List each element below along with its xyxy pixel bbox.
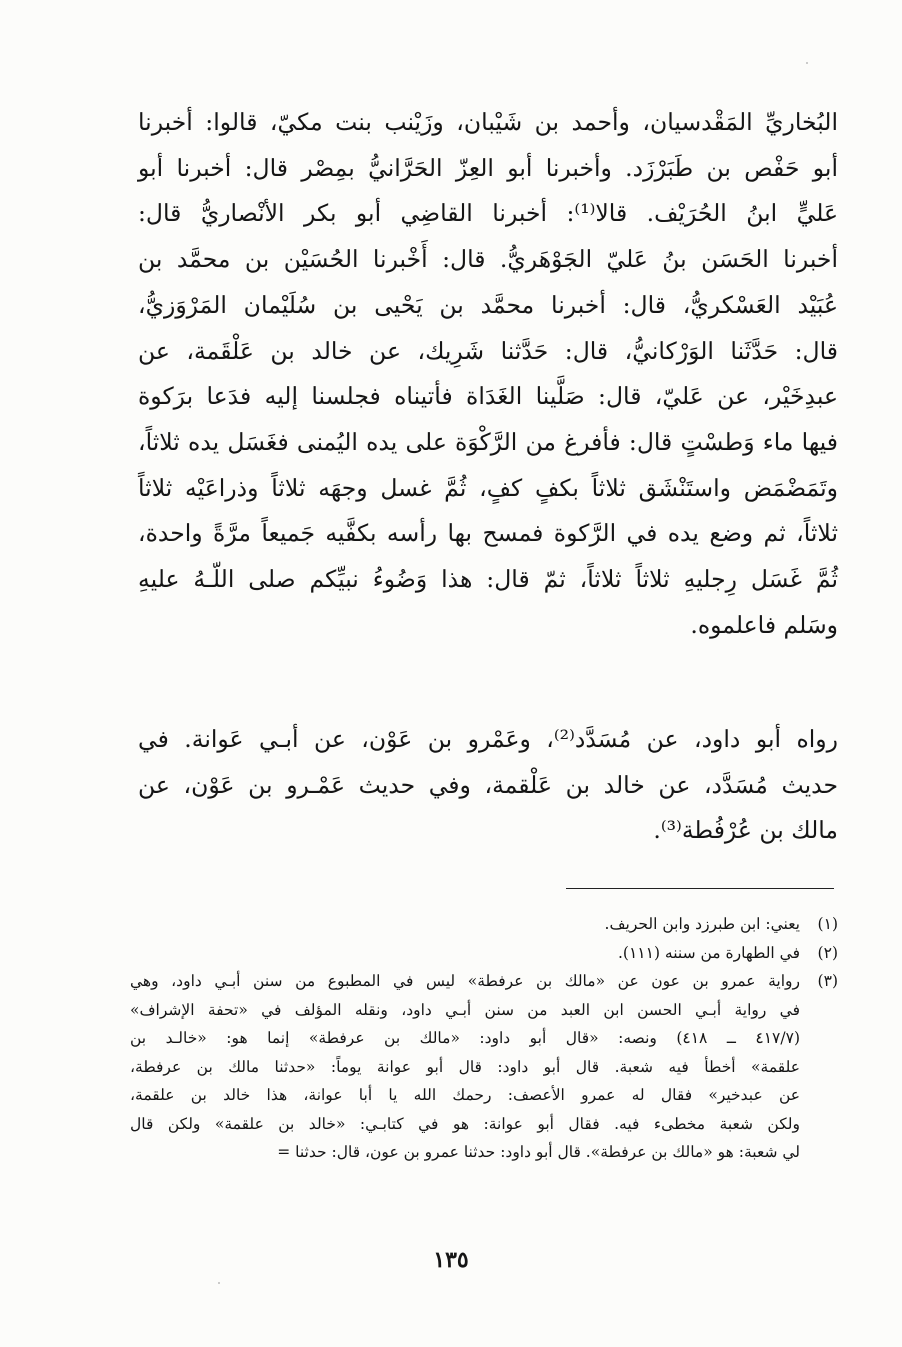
text-line: مالك بن عُرْفُطة⁽³⁾.	[653, 816, 838, 845]
text-line: عبدِخَيْر، عن عَليّ، قال: صَلَّينا الغَدَاة فأتيناه فجلسنا إليه فدَعا برَكوة	[138, 382, 838, 411]
text-line: ثُمَّ غَسَل رِجليهِ ثلاثاً ثلاثاً، ثمّ قال: هذا وَضُوءُ نبيِّكم صلى اللّـهُ عليهِ	[138, 565, 838, 594]
text-line: يعني: ابن طبرزد وابن الحريف.	[604, 915, 800, 933]
main-paragraph-2	[138, 717, 838, 854]
footnote-text	[130, 939, 800, 968]
text-line: ثلاثاً، ثم وضع يده في الرَّكوة فمسح بها رأسه بكفَّيه جَميعاً مرَّةً واحدة،	[138, 519, 838, 548]
text-line: عُبَيْد العَسْكريُّ، قال: أخبرنا محمَّد بن يَحْيى بن سُلَيْمان المَرْوَزيُّ،	[138, 290, 838, 319]
footnote-separator	[566, 888, 834, 889]
text-line: حديث مُسَدَّد، عن خالد بن عَلْقمة، وفي حديث عَمْـرو بن عَوْن، عن	[138, 770, 838, 799]
text-line: وتَمَضْمَض واستَنْشَق ثلاثاً بكفٍ كفٍ، ثُمَّ غسل وجهَه ثلاثاً وذراعَيْه ثلاثاً	[138, 473, 838, 502]
text-line: البُخاريِّ المَقْدسيان، وأحمد بن شَيْبان، وزَيْنب بنت مكيّ، قالوا: أخبرنا	[138, 108, 838, 136]
main-paragraph-1	[138, 100, 838, 648]
text-line: قال: حَدَّثَنا الوَرْكانيُّ، قال: حَدَّثنا شَرِيك، عن خالد بن عَلْقَمة، عن	[138, 336, 838, 365]
footnote	[130, 939, 838, 968]
text-line: لي شعبة: هو «مالك بن عرفطة». قال أبو داود: حدثنا عمرو بن عون، قال: حدثنا =	[277, 1143, 800, 1161]
text-line: في رواية أبـي الحسن ابن العبد من سنن أبـي داود، ونقله المؤلف في «تحفة الإشراف»	[130, 1000, 800, 1019]
text-line: أخبرنا الحَسَن بنُ عَليّ الجَوْهَريُّ. قال: أَخْبرنا الحُسَيْن بن محمَّد بن	[138, 245, 838, 274]
footnote	[130, 967, 838, 1167]
footnote-number: (٣)	[817, 972, 838, 990]
text-line: فيها ماء وَطسْتٍ قال: فأفرغ من الرَّكْوَة على يده اليُمنى فغَسَل يده ثلاثاً،	[138, 427, 838, 456]
text-line: عَليٍّ ابنُ الحُرَيْف. قالا⁽¹⁾: أخبرنا القاضِي أبو بكر الأنْصاريُّ قال:	[138, 199, 838, 228]
text-line: علقمة» أخطأ فيه شعبة. قال أبو داود: قال أبو عوانة يوماً: «حدثنا مالك بن عرفطة،	[130, 1057, 800, 1076]
page-number: ١٣٥	[433, 1247, 469, 1273]
text-line: عن عبدخير» فقال له عمرو الأعصف: رحمك الله يا أبا عوانة، هذا خالد بن علقمة،	[130, 1086, 800, 1104]
paper-speck	[218, 1282, 220, 1284]
footnote-text	[130, 967, 800, 1167]
text-line: رواه أبو داود، عن مُسَدَّد⁽²⁾، وعَمْرو بن عَوْن، عن أبـي عَوانة. في	[138, 725, 838, 753]
footnote-number: (٢)	[817, 943, 838, 962]
text-line: رواية عمرو بن عون عن «مالك بن عرفطة» ليس في المطبوع من سنن أبـي داود، وهي	[130, 972, 800, 990]
text-line: أبو حَفْص بن طَبَرْزَد. وأخبرنا أبو العِزّ الحَرَّانيُّ بمِصْر قال: أخبرنا أبو	[138, 153, 838, 182]
footnote	[130, 910, 838, 939]
text-line: (٤١٧/٧ ــ ٤١٨) ونصه: «قال أبو داود: «مالك بن عرفطة» إنما هو: «خالـد بن	[130, 1029, 800, 1047]
text-line: في الطهارة من سننه (١١١).	[617, 943, 800, 962]
text-line: ولكن شعبة مخطىء فيه. فقال أبو عوانة: هو في كتابـي: «خالد بن علقمة» ولكن قال	[130, 1114, 800, 1133]
footnote-number: (١)	[817, 915, 838, 933]
text-line: وسَلم فاعلموه.	[690, 610, 838, 639]
footnotes	[130, 910, 838, 1167]
footnote-text	[130, 910, 800, 939]
paper-speck	[806, 62, 808, 64]
